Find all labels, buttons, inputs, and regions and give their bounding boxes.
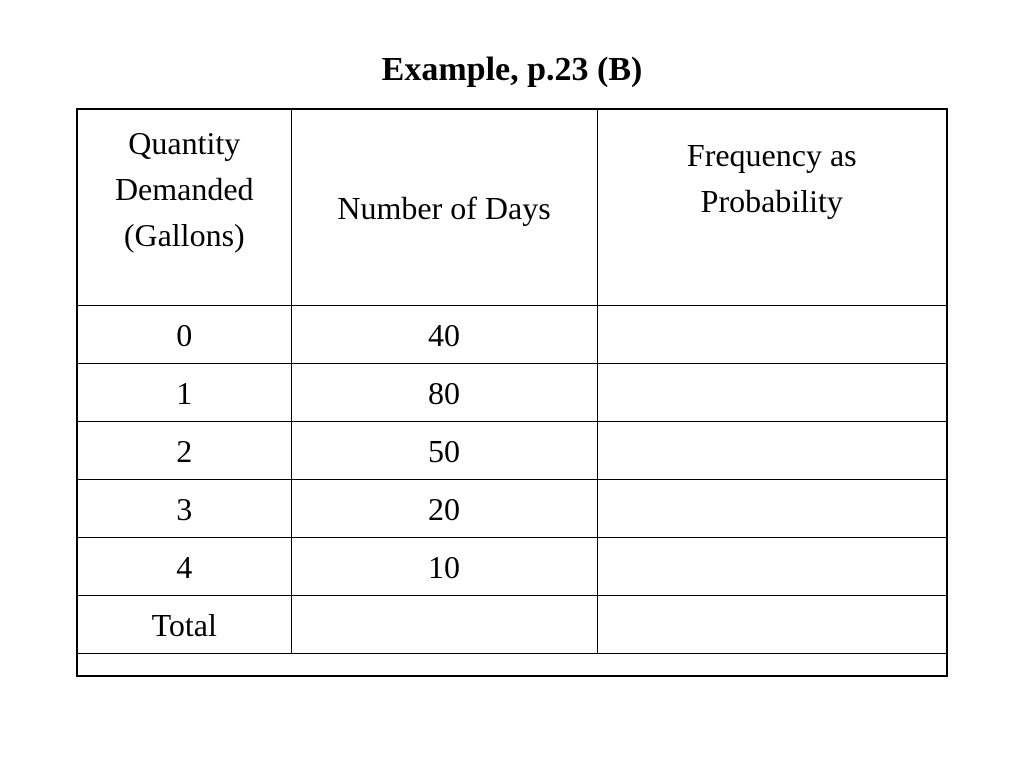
cell-probability bbox=[597, 422, 946, 480]
header-line: Frequency as bbox=[686, 137, 857, 173]
table-row bbox=[78, 364, 946, 422]
header-line: Probability bbox=[700, 183, 843, 219]
cell-total-probability bbox=[597, 596, 946, 654]
cell-days: 20 bbox=[291, 480, 597, 538]
header-number-of-days bbox=[291, 110, 597, 306]
cell-probability bbox=[597, 538, 946, 596]
cell-probability bbox=[597, 480, 946, 538]
cell-days: 40 bbox=[291, 306, 597, 364]
cell-total-days bbox=[291, 596, 597, 654]
header-line: (Gallons) bbox=[123, 217, 245, 253]
table-row bbox=[78, 306, 946, 364]
header-quantity-demanded bbox=[78, 110, 291, 306]
cell-total-label: Total bbox=[78, 596, 291, 654]
header-line: Number of Days bbox=[337, 189, 551, 226]
header-line: Quantity bbox=[128, 125, 241, 161]
table-row bbox=[78, 422, 946, 480]
header-frequency-probability bbox=[597, 110, 946, 306]
table-header-row bbox=[78, 110, 946, 306]
cell-quantity: 4 bbox=[78, 538, 291, 596]
cell-days: 10 bbox=[291, 538, 597, 596]
frequency-table bbox=[78, 110, 946, 654]
slide-title: Example, p.23 (B) bbox=[381, 51, 643, 88]
table-row-total bbox=[78, 596, 946, 654]
table-row bbox=[78, 538, 946, 596]
header-line: Demanded bbox=[114, 171, 254, 207]
cell-days: 50 bbox=[291, 422, 597, 480]
cell-quantity: 1 bbox=[78, 364, 291, 422]
cell-probability bbox=[597, 306, 946, 364]
cell-quantity: 0 bbox=[78, 306, 291, 364]
table-row bbox=[78, 480, 946, 538]
cell-days: 80 bbox=[291, 364, 597, 422]
cell-probability bbox=[597, 364, 946, 422]
cell-quantity: 2 bbox=[78, 422, 291, 480]
cell-quantity: 3 bbox=[78, 480, 291, 538]
frequency-table-frame bbox=[76, 108, 948, 677]
